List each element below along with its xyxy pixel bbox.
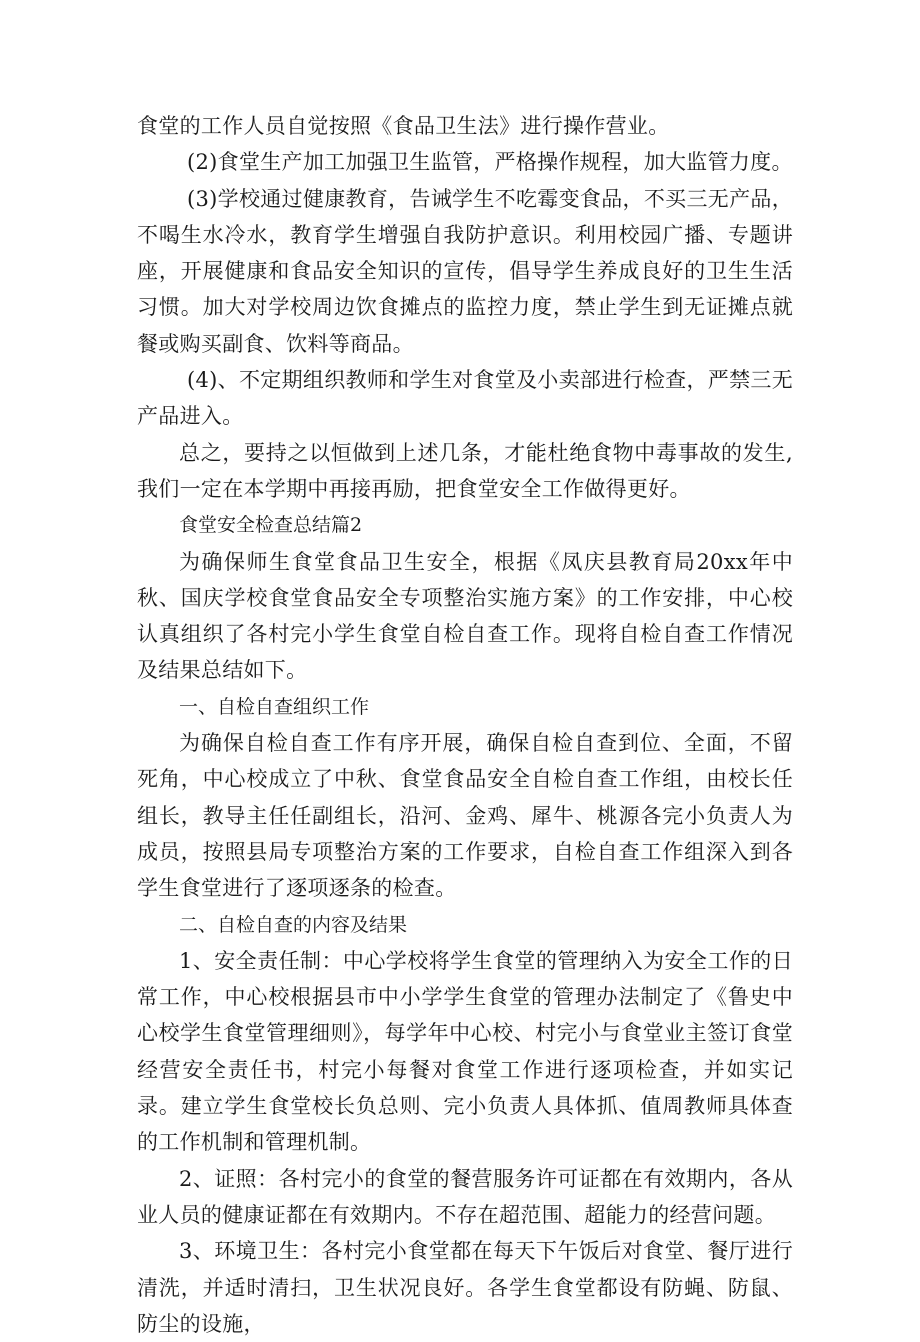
paragraph-conclusion: 总之，要持之以恒做到上述几条，才能杜绝食物中毒事故的发生,我们一定在本学期中再接再励，把食堂安全工作做得更好。 [137,440,793,501]
paragraph-item-3: (3)学校通过健康教育，告诫学生不吃霉变食品，不买三无产品，不喝生水冷水，教育学生增强自我防护意识。利用校园广播、专题讲座，开展健康和食品安全知识的宣传，倡导学生养成良好的卫生生活习惯。加大对学校周边饮食摊点的监控力度，禁止学生到无证摊点就餐或购买副食、饮料等商品。 [137,186,793,356]
paragraph-intro: 为确保师生食堂食品卫生安全，根据《凤庆县教育局20xx年中秋、国庆学校食堂食品安全专项整治实施方案》的工作安排，中心校认真组织了各村完小学生食堂自检自查工作。现将自检自查工作情况及结果总结如下。 [137,549,793,683]
paragraph-organization: 为确保自检自查工作有序开展，确保自检自查到位、全面，不留死角，中心校成立了中秋、食堂食品安全自检自查工作组，由校长任组长，教导主任任副组长，沿河、金鸡、犀牛、桃源各完小负责人为成员，按照县局专项整治方案的工作要求，自检自查工作组深入到各学生食堂进行了逐项逐条的检查。 [137,731,793,901]
paragraph-canteen-staff: 食堂的工作人员自觉按照《食品卫生法》进行操作营业。 [137,114,670,138]
paragraph-hygiene: 3、环境卫生：各村完小食堂都在每天下午饭后对食堂、餐厅进行清洗，并适时清扫，卫生状况良好。各学生食堂都设有防蝇、防鼠、防尘的设施， [137,1239,793,1336]
section-heading-2: 二、自检自查的内容及结果 [179,913,408,936]
section-heading-1: 一、自检自查组织工作 [179,695,370,718]
paragraph-item-4: (4)、不定期组织教师和学生对食堂及小卖部进行检查，严禁三无产品进入。 [137,368,793,429]
section-title-part2: 食堂安全检查总结篇2 [179,514,363,537]
document-body [137,108,793,1342]
paragraph-item-2: (2)食堂生产加工加强卫生监管，严格操作规程，加大监管力度。 [187,150,793,175]
paragraph-responsibility: 1、安全责任制：中心学校将学生食堂的管理纳入为安全工作的日常工作，中心校根据县市中小学学生食堂的管理办法制定了《鲁史中心校学生食堂管理细则》，每学年中心校、村完小与食堂业主签订食堂经营安全责任书，村完小每餐对食堂工作进行逐项检查，并如实记录。建立学生食堂校长负总则、完小负责人具体抓、值周教师具体查的工作机制和管理机制。 [137,948,793,1155]
paragraph-licenses: 2、证照：各村完小的食堂的餐营服务许可证都在有效期内，各从业人员的健康证都在有效期内。不存在超范围、超能力的经营问题。 [137,1166,793,1227]
